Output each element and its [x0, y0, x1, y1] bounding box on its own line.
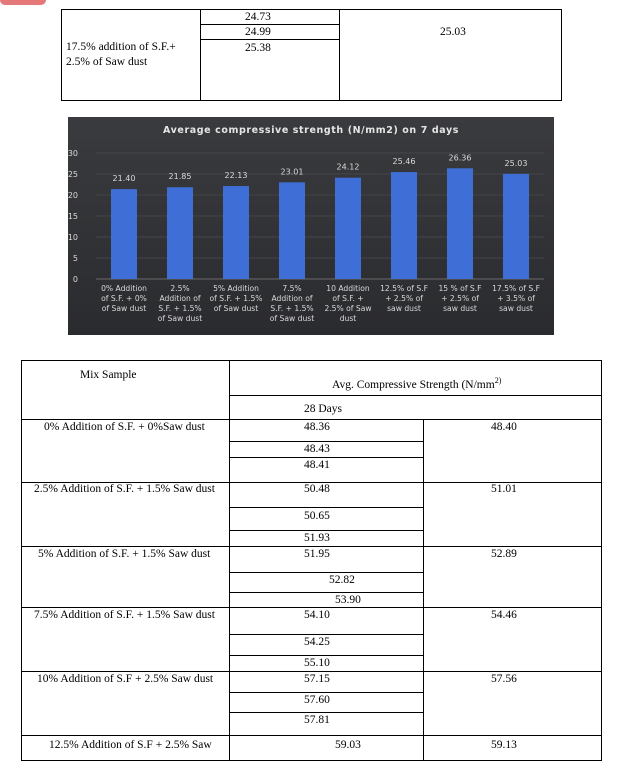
x-tick-label: Addition of	[159, 294, 201, 303]
bar-chart	[68, 117, 554, 335]
y-tick-label: 0	[72, 275, 78, 284]
top-table-avg: 25.03	[440, 26, 466, 38]
x-tick-label: of Saw dust	[101, 304, 147, 313]
x-tick-label: of Saw dust	[213, 304, 259, 313]
header-avg-strength-text: Avg. Compressive Strength (N/mm	[332, 378, 495, 391]
bar-value-label: 25.03	[504, 158, 528, 168]
row-value: 57.81	[304, 714, 330, 726]
bar-value-label: 24.12	[336, 162, 360, 172]
bar	[391, 172, 417, 279]
x-tick-label: Addition of	[271, 294, 313, 303]
row-value: 54.25	[304, 636, 330, 648]
row-avg: 57.56	[491, 673, 517, 685]
y-tick-label: 30	[68, 149, 78, 158]
x-tick-label: + 2.5% of	[385, 294, 423, 303]
x-tick-label: of S.F. + 1.5%	[209, 294, 263, 303]
x-tick-label: saw dust	[499, 304, 533, 313]
x-tick-label: + 3.5% of	[497, 294, 535, 303]
row-value: 48.43	[304, 443, 330, 455]
x-tick-label: saw dust	[387, 304, 421, 313]
row-value: 51.95	[304, 548, 330, 560]
x-tick-label: dust	[339, 314, 357, 323]
row-value: 50.65	[304, 510, 330, 522]
x-tick-label: saw dust	[443, 304, 477, 313]
bar	[335, 178, 361, 279]
row-value: 57.60	[304, 694, 330, 706]
row-avg: 52.89	[491, 548, 517, 560]
y-tick-label: 10	[68, 233, 78, 242]
y-tick-label: 15	[68, 212, 78, 221]
bar-value-label: 22.13	[224, 171, 248, 181]
x-tick-label: 10 Addition	[326, 284, 370, 293]
y-tick-label: 5	[72, 254, 78, 263]
x-tick-label: 0% Addition	[101, 284, 147, 293]
x-tick-label: 17.5% of S.F	[492, 284, 540, 293]
row-label: 7.5% Addition of S.F. + 1.5% Saw dust	[34, 609, 215, 621]
bar-value-label: 21.40	[112, 174, 136, 184]
bar-value-label: 21.85	[168, 172, 192, 182]
row-value: 54.10	[304, 609, 330, 621]
corner-decoration	[0, 0, 46, 5]
x-tick-label: S.F. + 1.5%	[270, 304, 314, 313]
x-tick-label: 15 % of S.F	[438, 284, 482, 293]
row-value: 48.41	[304, 459, 330, 471]
bar	[111, 189, 137, 279]
row-label: 0% Addition of S.F. + 0%Saw dust	[44, 421, 205, 433]
row-value: 51.93	[304, 532, 330, 544]
x-tick-label: of S.F. +	[332, 294, 364, 303]
top-table-value: 25.38	[245, 42, 271, 54]
x-tick-label: of Saw dust	[269, 314, 315, 323]
row-label: 5% Addition of S.F. + 1.5% Saw dust	[38, 548, 211, 560]
row-avg: 59.13	[491, 739, 517, 751]
top-table-label: 17.5% addition of S.F.+ 2.5% of Saw dust	[66, 41, 176, 68]
x-tick-label: 7.5%	[282, 284, 302, 293]
bar	[279, 182, 305, 279]
x-tick-label: 2.5% of Saw	[324, 304, 372, 313]
row-value: 59.03	[335, 739, 361, 751]
row-value: 52.82	[329, 574, 355, 586]
x-tick-label: 5% Addition	[213, 284, 259, 293]
bar-value-label: 23.01	[280, 167, 304, 177]
row-label: 12.5% Addition of S.F + 2.5% Saw	[49, 739, 212, 751]
row-value: 53.90	[335, 594, 361, 606]
chart-title: Average compressive strength (N/mm2) on 7 days	[163, 125, 459, 136]
bar	[447, 168, 473, 279]
bar-value-label: 25.46	[392, 157, 416, 167]
x-tick-label: + 2.5% of	[441, 294, 479, 303]
header-avg-strength-sup: 2)	[494, 376, 502, 385]
x-tick-label: S.F. + 1.5%	[158, 304, 202, 313]
x-tick-label: 2.5%	[170, 284, 190, 293]
header-avg-strength	[332, 374, 501, 392]
row-avg: 54.46	[491, 609, 517, 621]
row-value: 57.15	[304, 673, 330, 685]
row-label: 2.5% Addition of S.F. + 1.5% Saw dust	[34, 483, 215, 495]
x-tick-label: of Saw dust	[157, 314, 203, 323]
row-avg: 51.01	[491, 483, 517, 495]
bar-value-label: 26.36	[448, 153, 472, 163]
top-table-value: 24.99	[245, 26, 271, 38]
row-value: 55.10	[304, 657, 330, 669]
bar	[167, 187, 193, 279]
row-avg: 48.40	[491, 421, 517, 433]
header-mix-sample: Mix Sample	[80, 369, 137, 381]
top-table-value: 24.73	[245, 11, 271, 23]
x-tick-label: 12.5% of S.F	[380, 284, 428, 293]
bar	[503, 174, 529, 279]
x-tick-label: of S.F. + 0%	[101, 294, 147, 303]
y-tick-label: 20	[68, 191, 78, 200]
row-value: 48.36	[304, 421, 330, 433]
y-tick-label: 25	[68, 170, 78, 179]
chart-canvas	[68, 117, 554, 335]
row-label: 10% Addition of S.F + 2.5% Saw dust	[37, 673, 214, 685]
header-28-days: 28 Days	[304, 403, 343, 415]
bar	[223, 186, 249, 279]
row-value: 50.48	[304, 483, 330, 495]
